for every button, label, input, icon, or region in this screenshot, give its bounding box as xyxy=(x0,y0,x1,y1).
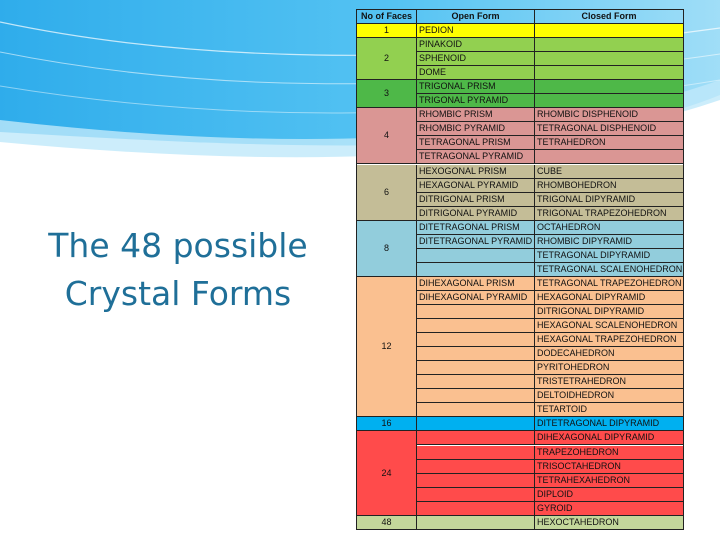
open-form-cell xyxy=(417,389,535,403)
closed-form-cell: RHOMBIC DISPHENOID xyxy=(535,108,683,122)
closed-form-cell: TETRAHEXAHEDRON xyxy=(535,474,683,488)
open-form-cell xyxy=(417,305,535,319)
closed-form-cell: TETRAHEDRON xyxy=(535,136,683,150)
header-open-form: Open Form xyxy=(417,10,535,24)
open-form-cell xyxy=(417,446,535,460)
closed-form-cell: RHOMBIC DIPYRAMID xyxy=(535,235,683,249)
faces-cell: 6 xyxy=(357,165,417,221)
closed-form-cell: TETRAGONAL SCALENOHEDRON xyxy=(535,263,683,277)
closed-form-cell: CUBE xyxy=(535,165,683,179)
closed-form-cell: TRISTETRAHEDRON xyxy=(535,375,683,389)
closed-form-cell: DELTOIDHEDRON xyxy=(535,389,683,403)
faces-cell: 12 xyxy=(357,277,417,418)
open-form-cell xyxy=(417,403,535,417)
open-form-cell: HEXOGONAL PRISM xyxy=(417,165,535,179)
closed-form-cell: HEXAGONAL DIPYRAMID xyxy=(535,291,683,305)
faces-cell: 16 xyxy=(357,417,417,431)
slide-title xyxy=(22,222,334,318)
closed-form-cell: TRISOCTAHEDRON xyxy=(535,460,683,474)
slide-title-line-1: The 48 possible xyxy=(48,226,308,265)
open-form-cell: DITRIGONAL PYRAMID xyxy=(417,207,535,221)
faces-cell: 1 xyxy=(357,24,417,38)
open-form-cell xyxy=(417,347,535,361)
open-form-cell: DOME xyxy=(417,66,535,80)
open-form-cell: DITETRAGONAL PYRAMID xyxy=(417,235,535,249)
open-form-cell: SPHENOID xyxy=(417,52,535,66)
closed-form-cell xyxy=(535,150,683,164)
open-form-cell: PINAKOID xyxy=(417,38,535,52)
closed-form-cell xyxy=(535,38,683,52)
closed-form-cell: OCTAHEDRON xyxy=(535,221,683,235)
closed-form-cell: TETRAGONAL DIPYRAMID xyxy=(535,249,683,263)
open-form-cell xyxy=(417,361,535,375)
open-form-cell: DITRIGONAL PRISM xyxy=(417,193,535,207)
open-form-cell: PEDION xyxy=(417,24,535,38)
closed-form-cell xyxy=(535,66,683,80)
crystal-forms-table xyxy=(356,9,684,530)
closed-form-cell xyxy=(535,80,683,94)
open-form-cell xyxy=(417,502,535,516)
open-form-cell xyxy=(417,375,535,389)
closed-form-cell: RHOMBOHEDRON xyxy=(535,179,683,193)
slide-title-line-2: Crystal Forms xyxy=(64,274,292,313)
closed-form-cell: PYRITOHEDRON xyxy=(535,361,683,375)
closed-form-cell: TRIGONAL TRAPEZOHEDRON xyxy=(535,207,683,221)
closed-form-cell: GYROID xyxy=(535,502,683,516)
open-form-cell xyxy=(417,333,535,347)
closed-form-cell: TETRAGONAL TRAPEZOHEDRON xyxy=(535,277,683,291)
open-form-cell: RHOMBIC PYRAMID xyxy=(417,122,535,136)
closed-form-cell: TETRAGONAL DISPHENOID xyxy=(535,122,683,136)
closed-form-cell xyxy=(535,24,683,38)
open-form-cell xyxy=(417,417,535,431)
faces-cell: 8 xyxy=(357,221,417,277)
faces-cell: 4 xyxy=(357,108,417,164)
faces-cell: 2 xyxy=(357,38,417,80)
open-form-cell xyxy=(417,431,535,445)
open-form-cell: TRIGONAL PYRAMID xyxy=(417,94,535,108)
closed-form-cell xyxy=(535,94,683,108)
closed-form-cell: HEXAGONAL TRAPEZOHEDRON xyxy=(535,333,683,347)
closed-form-cell: TRAPEZOHEDRON xyxy=(535,446,683,460)
open-form-cell: HEXAGONAL PYRAMID xyxy=(417,179,535,193)
closed-form-cell: DIHEXAGONAL DIPYRAMID xyxy=(535,431,683,445)
open-form-cell xyxy=(417,460,535,474)
open-form-cell xyxy=(417,474,535,488)
closed-form-cell: DIPLOID xyxy=(535,488,683,502)
closed-form-cell: DODECAHEDRON xyxy=(535,347,683,361)
open-form-cell: DIHEXAGONAL PRISM xyxy=(417,277,535,291)
open-form-cell: RHOMBIC PRISM xyxy=(417,108,535,122)
open-form-cell: TRIGONAL PRISM xyxy=(417,80,535,94)
closed-form-cell: DITRIGONAL DIPYRAMID xyxy=(535,305,683,319)
closed-form-cell: HEXAGONAL SCALENOHEDRON xyxy=(535,319,683,333)
open-form-cell xyxy=(417,263,535,277)
header-closed-form: Closed Form xyxy=(535,10,683,24)
open-form-cell xyxy=(417,249,535,263)
open-form-cell: TETRAGONAL PRISM xyxy=(417,136,535,150)
open-form-cell xyxy=(417,516,535,530)
closed-form-cell: DITETRAGONAL DIPYRAMID xyxy=(535,417,683,431)
open-form-cell: TETRAGONAL PYRAMID xyxy=(417,150,535,164)
open-form-cell xyxy=(417,488,535,502)
open-form-cell: DIHEXAGONAL PYRAMID xyxy=(417,291,535,305)
faces-cell: 48 xyxy=(357,516,417,530)
faces-cell: 3 xyxy=(357,80,417,108)
open-form-cell xyxy=(417,319,535,333)
closed-form-cell: TRIGONAL DIPYRAMID xyxy=(535,193,683,207)
closed-form-cell xyxy=(535,52,683,66)
header-faces: No of Faces xyxy=(357,10,417,24)
closed-form-cell: HEXOCTAHEDRON xyxy=(535,516,683,530)
faces-cell: 24 xyxy=(357,431,417,515)
closed-form-cell: TETARTOID xyxy=(535,403,683,417)
open-form-cell: DITETRAGONAL PRISM xyxy=(417,221,535,235)
